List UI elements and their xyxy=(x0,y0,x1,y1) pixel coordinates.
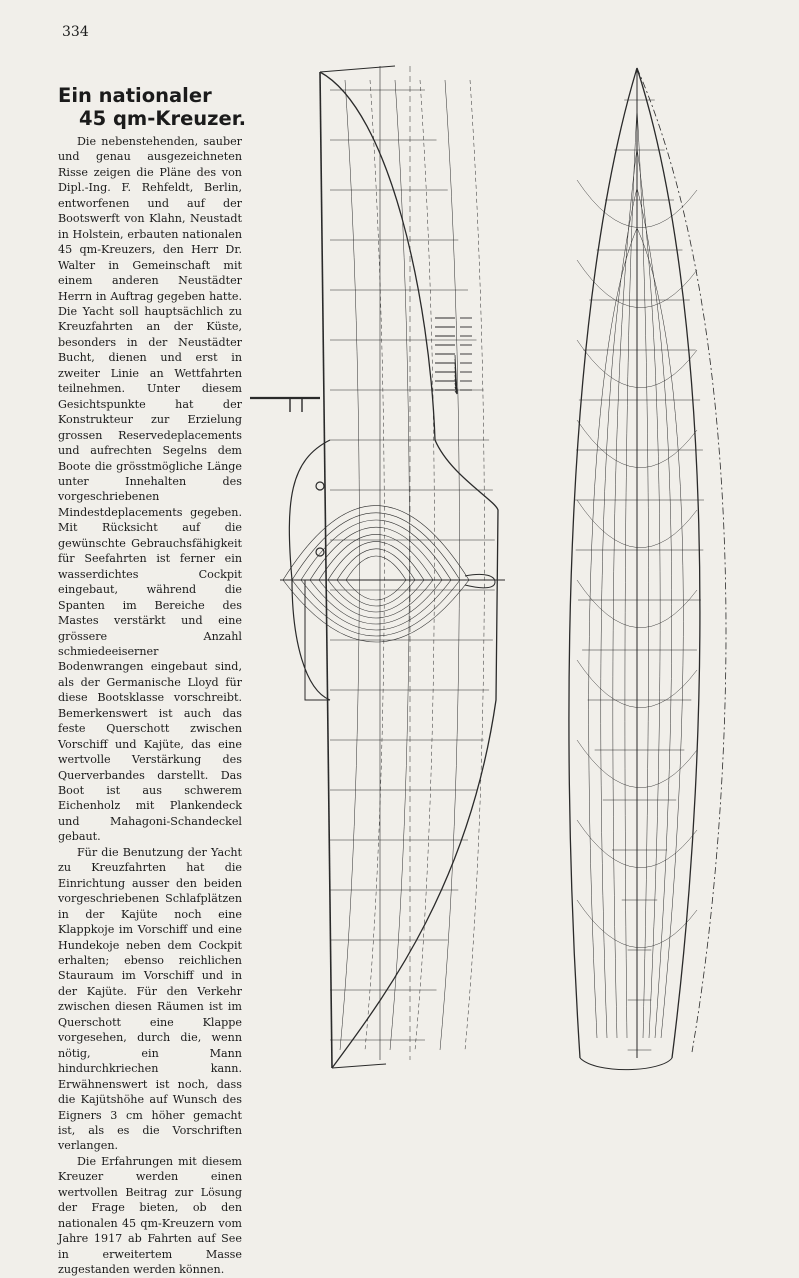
paragraph-3: Die Erfahrungen mit diesem Kreuzer werden einen wertvollen Beitrag zur Lösung der Frage bieten, ob den nationalen 45 qm-Kreuzern vom Jahre 1917 ab Fahrten auf See in erweitertem Masse zugestanden werden können. xyxy=(58,1154,242,1277)
page-number: 334 xyxy=(62,24,89,40)
body-section xyxy=(310,580,442,624)
paragraph-1: Die nebenstehenden, sauber und genau ausgezeichneten Risse zeigen die Pläne des von Dipl.-Ing. F. Rehfeldt, Berlin, entworfenen und auf der Bootswerft von Klahn, Neustadt in Holstein, erbauten nationalen 45 qm-Kreuzers, den Herr Dr. Walter in Gemeinschaft mit einem anderen Neustädter Herrn in Auftrag gegeben hatte. Die Yacht soll hauptsächlich zu Kreuzfahrten an der Küste, besonders in der Neustädter Bucht, dienen und erst in zweiter Linie an Wettfahrten teilnehmen. Unter diesem Gesichtspunkte hat der Konstrukteur zur Erzielung grossen Reservedeplacements und aufrechten Segelns dem Boote die grösstmögliche Länge unter Innehalten des vorgeschriebenen Mindestdeplacements gegeben. Mit Rücksicht auf die gewünschte Gebrauchsfähigkeit für Seefahrten ist ferner ein wasserdichtes Cockpit eingebaut, während die Spanten im Bereiche des Mastes verstärkt und eine grössere Anzahl schmiedeeiserner Bodenwrangen eingebaut sind, als der Germanische Lloyd für diese Bootsklasse vorschreibt. Bemerkenswert ist auch das feste Querschott zwischen Vorschiff und Kajüte, das eine wertvolle Verstärkung des Querverbandes darstellt. Das Boot ist aus schwerem Eichenholz mit Plankendeck und Mahagoni-Schandeckel gebaut. xyxy=(58,135,242,844)
keel-fin xyxy=(289,440,330,700)
body-section-upper xyxy=(346,556,406,580)
paragraph-2: Für die Benutzung der Yacht zu Kreuzfahrten hat die Einrichtung ausser den beiden vorgeschriebenen Schlafplätzen in der Kajüte noch eine Klappkoje im Vorschiff und eine Hundekoje neben dem Cockpit erhalten; ebenso reichlichen Stauraum im Vorschiff und in der Kajüte. Für den Verkehr zwischen diesen Räumen ist im Querschott eine Klappe vorgesehen, durch die, wenn nötig, ein Mann hindurchkriechen kann. Erwähnenswert ist noch, dass die Kajütshöhe auf Wunsch des Eigners 3 cm höher gemacht ist, als es die Vorschriften verlangen. xyxy=(58,845,242,1153)
porthole-upper xyxy=(316,482,324,490)
porthole-lower xyxy=(316,548,324,556)
buttock-line xyxy=(390,80,409,1050)
body-section-upper xyxy=(292,513,460,580)
deck-outline-dashdot xyxy=(637,68,726,1052)
rudder-blade xyxy=(465,574,495,587)
body-section-upper xyxy=(283,506,469,580)
body-section-upper xyxy=(319,534,433,580)
mast-partners xyxy=(290,398,302,412)
buttock-line xyxy=(340,80,359,1050)
buttock-line xyxy=(465,80,484,1050)
half-breadth-plan xyxy=(569,68,726,1070)
title-line-2: 45 qm-Kreuzer. xyxy=(79,107,246,130)
yacht-lines-drawing xyxy=(250,0,790,1100)
buttock-line xyxy=(365,80,384,1050)
waterline-right xyxy=(637,108,649,1038)
waterline-left xyxy=(589,228,637,1038)
body-section xyxy=(328,580,424,612)
stern-line xyxy=(332,1064,386,1068)
hull-outline xyxy=(320,72,498,1068)
waterline-left xyxy=(601,188,637,1038)
body-section xyxy=(283,580,469,642)
half-breadth-right xyxy=(637,68,700,1058)
body-section-upper xyxy=(310,527,442,580)
body-section-upper xyxy=(337,549,415,580)
title-line-1: Ein nationaler xyxy=(58,84,212,107)
transom xyxy=(580,1058,672,1070)
article-body xyxy=(58,134,242,1278)
article-title xyxy=(58,84,246,130)
side-profile-view xyxy=(250,66,505,1068)
deck-line xyxy=(320,66,395,72)
body-section xyxy=(292,580,460,636)
